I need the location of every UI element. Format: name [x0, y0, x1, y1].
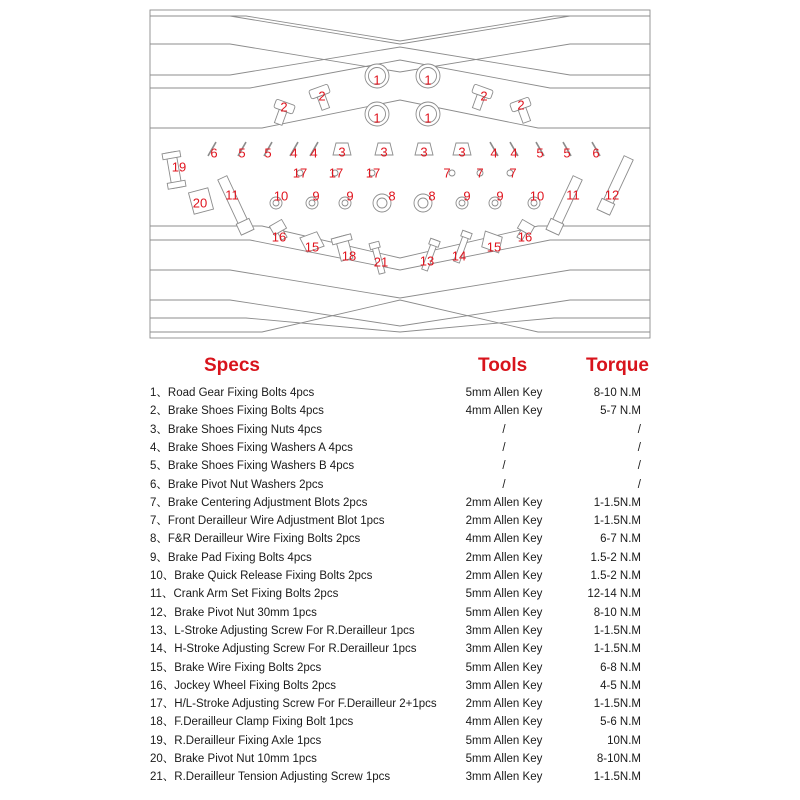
tool-cell: 4mm Allen Key — [465, 533, 543, 546]
spec-cell: 16、Jockey Wheel Fixing Bolts 2pcs — [150, 679, 336, 692]
spec-cell: 17、H/L-Stroke Adjusting Screw For F.Derailleur 2+1pcs — [150, 698, 437, 711]
part-number-label: 17 — [328, 165, 344, 181]
table-row — [0, 494, 800, 512]
tool-cell: 5mm Allen Key — [465, 734, 543, 747]
table-row — [0, 640, 800, 658]
spec-cell: 12、Brake Pivot Nut 30mm 1pcs — [150, 606, 317, 619]
tray-line — [150, 16, 650, 41]
tool-cell: 5mm Allen Key — [465, 661, 543, 674]
table-row — [0, 439, 800, 457]
table-row — [0, 659, 800, 677]
tools-header: Tools — [478, 355, 528, 376]
part-number-label: 15 — [486, 239, 502, 255]
spec-cell: 3、Brake Shoes Fixing Nuts 4pcs — [150, 423, 322, 436]
part-number-label: 2 — [480, 88, 488, 104]
table-row — [0, 622, 800, 640]
part-number-label: 1 — [424, 72, 432, 88]
spec-cell: 20、Brake Pivot Nut 10mm 1pcs — [150, 753, 317, 765]
tool-cell: 4mm Allen Key — [465, 716, 543, 729]
part-number-label: 9 — [346, 188, 354, 204]
spec-cell: 4、Brake Shoes Fixing Washers A 4pcs — [150, 441, 353, 454]
table-row — [0, 677, 800, 695]
part-number-label: 17 — [365, 165, 381, 181]
parts-tray-diagram — [0, 0, 800, 345]
tray-line — [150, 300, 650, 332]
spec-cell: 6、Brake Pivot Nut Washers 2pcs — [150, 478, 324, 491]
tray-outline — [150, 10, 650, 338]
part-bolt — [597, 155, 635, 215]
torque-cell: 8-10 N.M — [593, 387, 641, 399]
part-number-label: 7 — [509, 165, 517, 181]
spec-cell: 8、F&R Derailleur Wire Fixing Bolts 2pcs — [150, 533, 361, 546]
part-number-label: 3 — [380, 144, 388, 160]
part-number-label: 3 — [338, 144, 346, 160]
table-row — [0, 732, 800, 750]
part-number-label: 12 — [604, 187, 620, 203]
part-number-label: 4 — [310, 145, 318, 161]
parts-tray-svg — [0, 0, 800, 345]
part-number-label: 13 — [419, 253, 435, 269]
spec-cell: 7、Brake Centering Adjustment Blots 2pcs — [150, 496, 368, 509]
part-number-label: 7 — [443, 165, 451, 181]
part-number-label: 11 — [225, 187, 239, 203]
table-row — [0, 476, 800, 494]
tray-line — [150, 44, 650, 72]
torque-cell: 8-10 N.M — [593, 606, 641, 619]
part-number-label: 10 — [273, 188, 289, 204]
tray-line — [150, 16, 650, 44]
part-number-label: 5 — [238, 145, 246, 161]
part-number-label: 2 — [280, 99, 288, 115]
tray-line — [150, 300, 650, 326]
part-number-label: 16 — [271, 229, 287, 245]
part-number-label: 8 — [388, 188, 396, 204]
table-row — [0, 750, 800, 768]
part-number-label: 18 — [341, 248, 357, 264]
spec-cell: 19、R.Derailleur Fixing Axle 1pcs — [150, 734, 322, 747]
tool-cell: 2mm Allen Key — [465, 551, 543, 564]
part-number-label: 1 — [424, 110, 432, 126]
part-number-label: 2 — [517, 97, 525, 113]
spec-cell: 1、Road Gear Fixing Bolts 4pcs — [150, 387, 315, 399]
part-number-label: 1 — [373, 72, 381, 88]
part-number-label: 5 — [563, 145, 571, 161]
part-number-label: 4 — [510, 145, 518, 161]
table-row — [0, 530, 800, 548]
tray-line — [150, 100, 650, 128]
part-number-label: 17 — [292, 165, 308, 181]
tool-cell: 5mm Allen Key — [465, 387, 543, 399]
torque-header: Torque — [586, 355, 649, 376]
torque-cell: / — [637, 478, 641, 491]
tool-cell: / — [502, 423, 506, 436]
tool-cell: 3mm Allen Key — [465, 643, 543, 656]
spec-cell: 10、Brake Quick Release Fixing Bolts 2pcs — [150, 570, 373, 582]
table-row — [0, 549, 800, 567]
spec-cell: 7、Front Derailleur Wire Adjustment Blot 1pcs — [150, 515, 385, 528]
torque-cell: 1-1.5N.M — [593, 496, 641, 509]
torque-cell: 1-1.5N.M — [593, 698, 641, 711]
torque-cell: 1-1.5N.M — [593, 515, 641, 528]
torque-cell: 1.5-2 N.M — [590, 570, 641, 582]
tray-line — [150, 318, 650, 332]
tray-line — [150, 47, 650, 75]
table-row — [0, 384, 800, 402]
part-number-label: 2 — [318, 88, 326, 104]
part-number-label: 9 — [496, 188, 504, 204]
tool-cell: 4mm Allen Key — [465, 405, 543, 418]
part-number-label: 4 — [290, 145, 298, 161]
part-number-label: 3 — [458, 144, 466, 160]
table-row — [0, 768, 800, 786]
torque-cell: 5-7 N.M — [600, 405, 641, 418]
part-number-label: 4 — [490, 145, 498, 161]
parts-layer — [162, 64, 635, 275]
part-number-label: 11 — [566, 187, 580, 203]
part-outline — [167, 180, 186, 189]
tray-line — [150, 60, 650, 88]
spec-cell: 13、L-Stroke Adjusting Screw For R.Derailleur 1pcs — [150, 624, 415, 637]
torque-cell: 6-8 N.M — [600, 661, 641, 674]
tool-cell: / — [502, 460, 506, 473]
torque-cell: 1-1.5N.M — [593, 771, 641, 784]
table-row — [0, 512, 800, 530]
torque-cell: 5-6 N.M — [600, 716, 641, 729]
part-number-label: 16 — [517, 229, 533, 245]
torque-cell: 8-10N.M — [596, 753, 641, 765]
part-outline — [377, 198, 387, 208]
part-number-label: 9 — [463, 188, 471, 204]
spec-cell: 15、Brake Wire Fixing Bolts 2pcs — [150, 661, 322, 674]
part-outline — [418, 198, 428, 208]
tool-cell: 2mm Allen Key — [465, 515, 543, 528]
part-number-label: 20 — [192, 195, 208, 211]
spec-cell: 18、F.Derailleur Clamp Fixing Bolt 1pcs — [150, 716, 354, 729]
torque-cell: / — [637, 423, 641, 436]
part-number-label: 10 — [529, 188, 545, 204]
table-row — [0, 567, 800, 585]
table-row — [0, 585, 800, 603]
torque-cell: 12-14 N.M — [587, 588, 641, 601]
tray-line — [150, 270, 650, 298]
torque-cell: 1-1.5N.M — [593, 624, 641, 637]
torque-cell: 1-1.5N.M — [593, 643, 641, 656]
spec-cell: 2、Brake Shoes Fixing Bolts 4pcs — [150, 405, 324, 418]
tool-cell: 5mm Allen Key — [465, 588, 543, 601]
table-row — [0, 457, 800, 475]
spec-cell: 14、H-Stroke Adjusting Screw For R.Derailleur 1pcs — [150, 643, 417, 656]
spec-cell: 5、Brake Shoes Fixing Washers B 4pcs — [150, 460, 355, 473]
tool-cell: / — [502, 478, 506, 491]
part-number-label: 15 — [304, 239, 320, 255]
part-number-label: 6 — [592, 145, 600, 161]
tool-cell: 5mm Allen Key — [465, 606, 543, 619]
part-number-label: 6 — [210, 145, 218, 161]
torque-cell: 10N.M — [607, 734, 641, 747]
table-row — [0, 713, 800, 731]
tool-cell: 3mm Allen Key — [465, 679, 543, 692]
specs-header: Specs — [204, 355, 260, 376]
tool-cell: 2mm Allen Key — [465, 496, 543, 509]
tool-cell: / — [502, 441, 506, 454]
tool-cell: 3mm Allen Key — [465, 624, 543, 637]
tool-cell: 2mm Allen Key — [465, 698, 543, 711]
part-number-label: 5 — [264, 145, 272, 161]
part-number-label: 5 — [536, 145, 544, 161]
part-number-label: 21 — [373, 254, 389, 270]
torque-cell: / — [637, 460, 641, 473]
tray-frame — [150, 10, 650, 338]
part-outline — [162, 151, 181, 160]
part-number-label: 9 — [312, 188, 320, 204]
tray-line — [150, 226, 650, 258]
torque-cell: / — [637, 441, 641, 454]
torque-cell: 1.5-2 N.M — [590, 551, 641, 564]
spec-cell: 9、Brake Pad Fixing Bolts 4pcs — [150, 551, 312, 564]
spec-cell: 11、Crank Arm Set Fixing Bolts 2pcs — [150, 588, 339, 601]
part-number-label: 8 — [428, 188, 436, 204]
part-number-label: 1 — [373, 110, 381, 126]
part-number-label: 7 — [476, 165, 484, 181]
table-row — [0, 402, 800, 420]
tool-cell: 3mm Allen Key — [465, 771, 543, 784]
torque-cell: 4-5 N.M — [600, 679, 641, 692]
part-number-label: 3 — [420, 144, 428, 160]
tray-line — [150, 240, 650, 270]
part-number-label: 19 — [171, 159, 187, 175]
tool-cell: 2mm Allen Key — [465, 570, 543, 582]
table-row — [0, 421, 800, 439]
part-number-label: 14 — [451, 248, 467, 264]
torque-cell: 6-7 N.M — [600, 533, 641, 546]
table-row — [0, 695, 800, 713]
spec-cell: 21、R.Derailleur Tension Adjusting Screw 1pcs — [150, 771, 391, 784]
tool-cell: 5mm Allen Key — [465, 753, 543, 765]
table-row — [0, 604, 800, 622]
